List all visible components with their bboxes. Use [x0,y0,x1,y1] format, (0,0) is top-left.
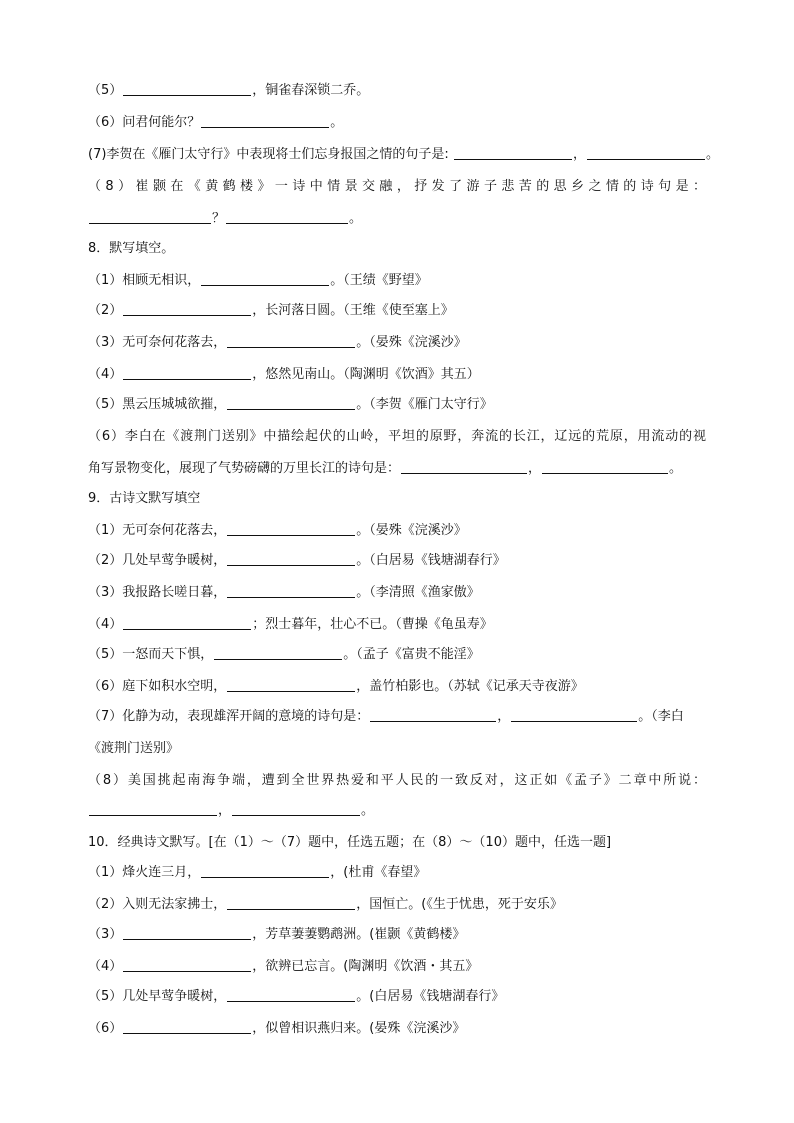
section-heading: 10．经典诗文默写。[在（1）～（7）题中，任选五题；在（8）～（10）题中，任选一题] [88,835,612,850]
item-line: （2）几处早莺争暖树， 。（白居易《钱塘湖春行》 [88,550,706,572]
item-line: （7）化静为动，表现雄浑开阔的意境的诗句是： ， 。（李白 [88,706,706,728]
answer-blank[interactable] [587,144,705,160]
answer-blank[interactable] [226,208,348,224]
answer-blank[interactable] [123,614,251,630]
answer-blank[interactable] [123,300,251,316]
item-line: （6）庭下如积水空明， ，盖竹柏影也。（苏轼《记承天寺夜游》 [88,676,706,698]
answer-blank[interactable] [227,550,355,566]
item-line: （6） ，似曾相识燕归来。(晏殊《浣溪沙》 [88,1018,706,1040]
item-line: （1）烽火连三月， ，(杜甫《春望》 [88,862,706,884]
item-line: （4） ；烈士暮年，壮心不已。（曹操《龟虽寿》 [88,614,706,636]
answer-blank[interactable] [89,800,217,816]
section-heading: 9．古诗文默写填空 [88,491,201,506]
answer-blank[interactable] [227,520,355,536]
item-line: （5）一怒而天下惧， 。（孟子《富贵不能淫》 [88,644,706,666]
answer-blank[interactable] [227,676,355,692]
answer-blank[interactable] [454,144,572,160]
item-line: ？ 。 [88,208,706,230]
answer-blank[interactable] [123,924,251,940]
item-line: （8）崔颢在《黄鹤楼》一诗中情景交融，抒发了游子悲苦的思乡之情的诗句是： [88,179,706,194]
item-line: （4） ，欲辨已忘言。(陶渊明《饮酒・其五》 [88,956,706,978]
answer-blank[interactable] [123,956,251,972]
answer-blank[interactable] [542,458,668,474]
item-line: （3） ，芳草萋萋鹦鹉洲。(崔颢《黄鹤楼》 [88,924,706,946]
answer-blank[interactable] [123,80,251,96]
answer-blank[interactable] [227,582,355,598]
answer-blank[interactable] [214,644,342,660]
answer-blank[interactable] [201,112,329,128]
item-line: （5） ，铜雀春深锁二乔。 [88,80,706,102]
item-line: （4） ，悠然见南山。（陶渊明《饮酒》其五） [88,364,706,386]
answer-blank[interactable] [511,706,637,722]
item-line: ， 。 [88,800,706,822]
item-line: （8）美国挑起南海争端，遭到全世界热爱和平人民的一致反对，这正如《孟子》二章中所说： [88,773,706,788]
answer-blank[interactable] [232,800,360,816]
item-line: (7)李贺在《雁门太守行》中表现将士们忘身报国之情的句子是: ， 。 [88,144,706,166]
answer-blank[interactable] [201,270,329,286]
answer-blank[interactable] [227,394,355,410]
answer-blank[interactable] [227,894,355,910]
item-line: （6）李白在《渡荆门送别》中描绘起伏的山岭，平坦的原野，奔流的长江，辽远的荒原，用流动的视 [88,429,706,444]
answer-blank[interactable] [123,364,251,380]
answer-blank[interactable] [201,862,329,878]
answer-blank[interactable] [227,332,355,348]
answer-blank[interactable] [370,706,496,722]
answer-blank[interactable] [227,986,355,1002]
item-line: （3）无可奈何花落去， 。（晏殊《浣溪沙》 [88,332,706,354]
item-line: （2） ，长河落日圆。（王维《使至塞上》 [88,300,706,322]
answer-blank[interactable] [401,458,527,474]
item-line: 角写景物变化，展现了气势磅礴的万里长江的诗句是： ， 。 [88,458,706,480]
item-line: （2）入则无法家拂士， ，国恒亡。(《生于忧患，死于安乐》 [88,894,706,916]
item-line: （3）我报路长嗟日暮， 。（李清照《渔家傲》 [88,582,706,604]
item-line: 《渡荆门送别》 [88,741,180,756]
item-line: （1）相顾无相识， 。（王绩《野望》 [88,270,706,292]
answer-blank[interactable] [89,208,211,224]
section-heading: 8．默写填空。 [88,241,175,256]
item-line: （6）问君何能尔？ 。 [88,112,706,134]
answer-blank[interactable] [123,1018,251,1034]
item-line: （1）无可奈何花落去， 。（晏殊《浣溪沙》 [88,520,706,542]
item-line: （5）几处早莺争暖树， 。(白居易《钱塘湖春行》 [88,986,706,1008]
item-line: （5）黑云压城城欲摧， 。（李贺《雁门太守行》 [88,394,706,416]
